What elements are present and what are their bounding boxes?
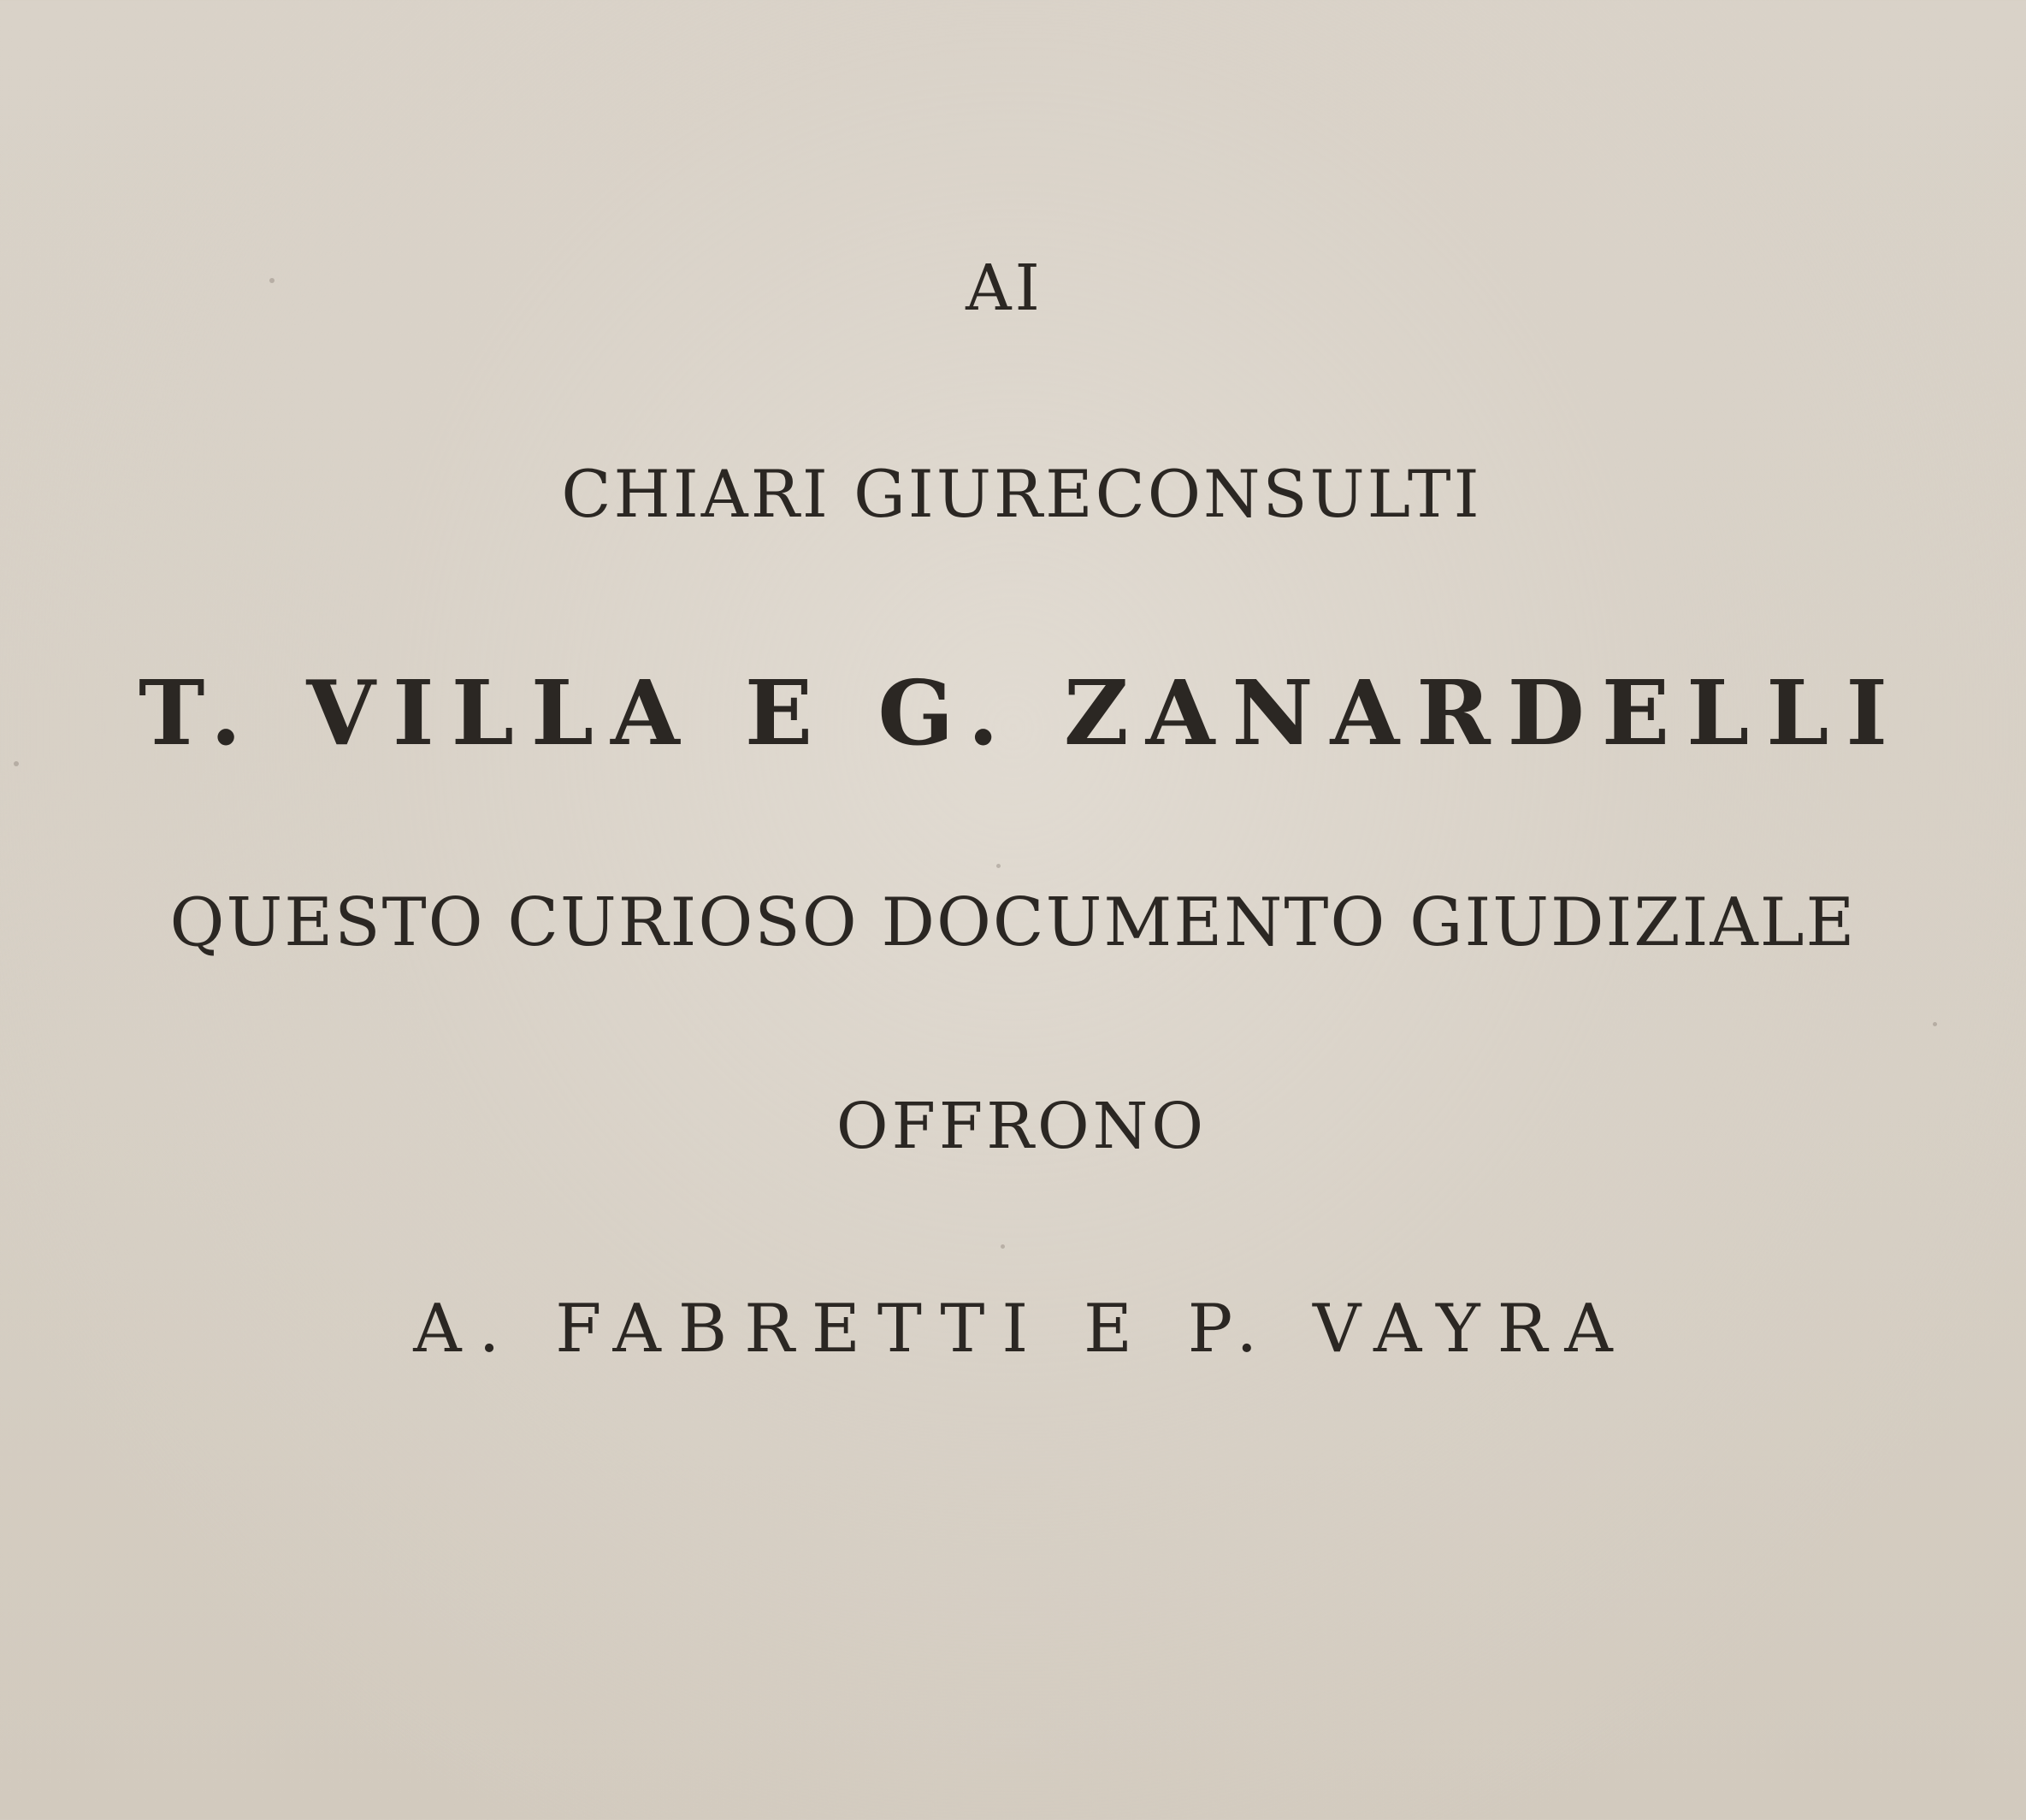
dedication-line-recipients-title: CHIARI GIURECONSULTI xyxy=(561,456,1482,532)
paper-speck xyxy=(269,278,275,283)
paper-speck xyxy=(996,864,1001,868)
dedication-line-authors: A. FABRETTI E P. VAYRA xyxy=(413,1291,1630,1368)
dedication-line-offrono: OFFRONO xyxy=(836,1090,1208,1163)
dedication-line-recipient-names: T. VILLA E G. ZANARDELLI xyxy=(138,660,1905,765)
paper-speck xyxy=(1001,1244,1005,1249)
dedication-line-document: QUESTO CURIOSO DOCUMENTO GIUDIZIALE xyxy=(169,884,1857,961)
dedication-line-ai: AI xyxy=(966,251,1043,325)
paper-speck xyxy=(1933,1022,1937,1026)
paper-speck xyxy=(14,761,19,766)
